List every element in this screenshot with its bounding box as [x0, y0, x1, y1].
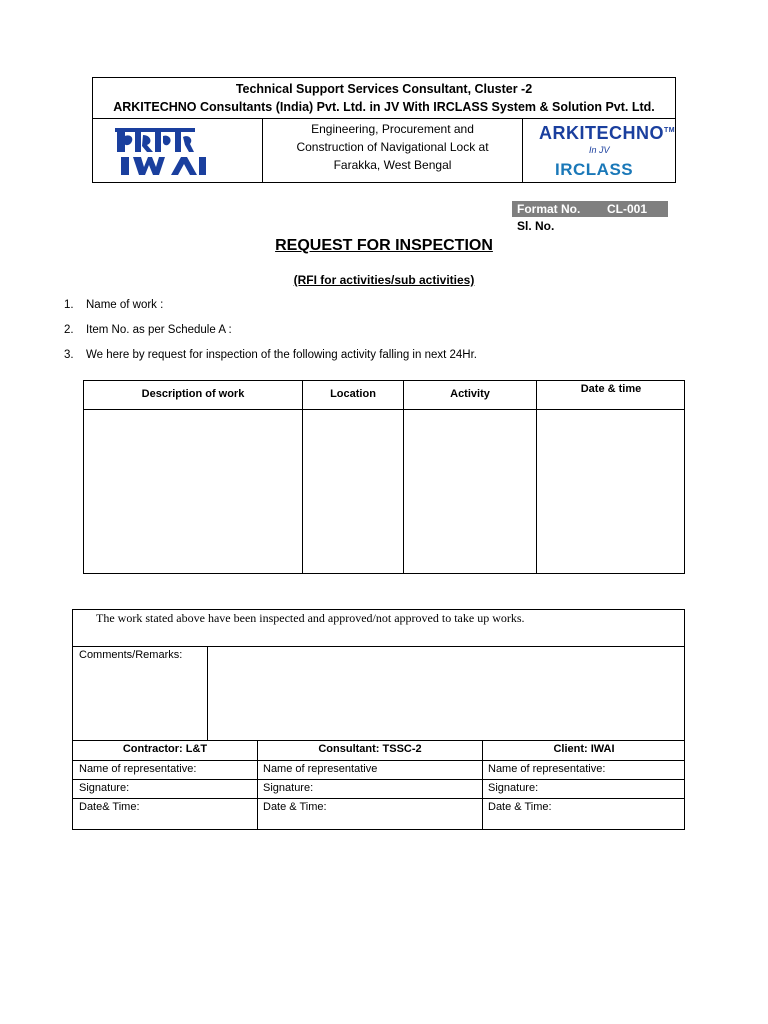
comments-label: Comments/Remarks: [79, 649, 183, 661]
consultant-representative: Name of representative [263, 763, 378, 775]
list-item: 2. Item No. as per Schedule A : [64, 324, 232, 336]
irclass-logo-text: IRCLASS [555, 160, 634, 179]
column-header-date-time: Date & time [580, 383, 642, 395]
header-box [92, 77, 676, 183]
client-date-time: Date & Time: [488, 801, 552, 813]
iwai-logo [93, 119, 263, 183]
project-line-2: Construction of Navigational Lock at [296, 140, 489, 154]
consultant-signature: Signature: [263, 782, 314, 794]
header-line-1: Technical Support Services Consultant, Cluster -2 [235, 82, 533, 96]
consultant-label: Consultant: TSSC-2 [318, 743, 422, 755]
activity-table [83, 380, 685, 574]
column-header-description: Description of work [141, 388, 245, 400]
format-number-bar [512, 201, 668, 217]
column-header-activity: Activity [450, 388, 490, 400]
column-header-location: Location [330, 388, 376, 400]
contractor-representative: Name of representative: [79, 763, 197, 775]
list-item: 1. Name of work : [64, 299, 164, 311]
page-subtitle: (RFI for activities/sub activities) [293, 273, 475, 287]
in-jv-text: In JV [589, 145, 610, 155]
client-signature: Signature: [488, 782, 539, 794]
contractor-signature: Signature: [79, 782, 130, 794]
contractor-label: Contractor: L&T [122, 743, 208, 755]
project-line-1: Engineering, Procurement and [311, 122, 474, 136]
arkitechno-logo-text: ARKITECHNO™ [539, 123, 676, 143]
approval-table [72, 609, 685, 830]
consultant-date-time: Date & Time: [263, 801, 327, 813]
client-label: Client: IWAI [553, 743, 615, 755]
header-title [93, 78, 675, 119]
project-name [263, 119, 523, 183]
approval-statement: The work stated above have been inspected and approved/not approved to take up works. [96, 611, 525, 625]
arkitechno-irclass-logo [523, 119, 675, 183]
project-line-3: Farakka, West Bengal [333, 158, 452, 172]
list-item: 3. We here by request for inspection of the following activity falling in next 24Hr. [64, 349, 477, 361]
page-title: REQUEST FOR INSPECTION [275, 237, 493, 254]
client-representative: Name of representative: [488, 763, 606, 775]
contractor-date-time: Date& Time: [79, 801, 140, 813]
format-label: Format No. [517, 202, 581, 216]
serial-number-label: Sl. No. [517, 219, 555, 233]
format-value: CL-001 [607, 202, 648, 216]
header-line-2: ARKITECHNO Consultants (India) Pvt. Ltd. in JV With IRCLASS System & Solution Pvt. Ltd. [113, 100, 655, 114]
